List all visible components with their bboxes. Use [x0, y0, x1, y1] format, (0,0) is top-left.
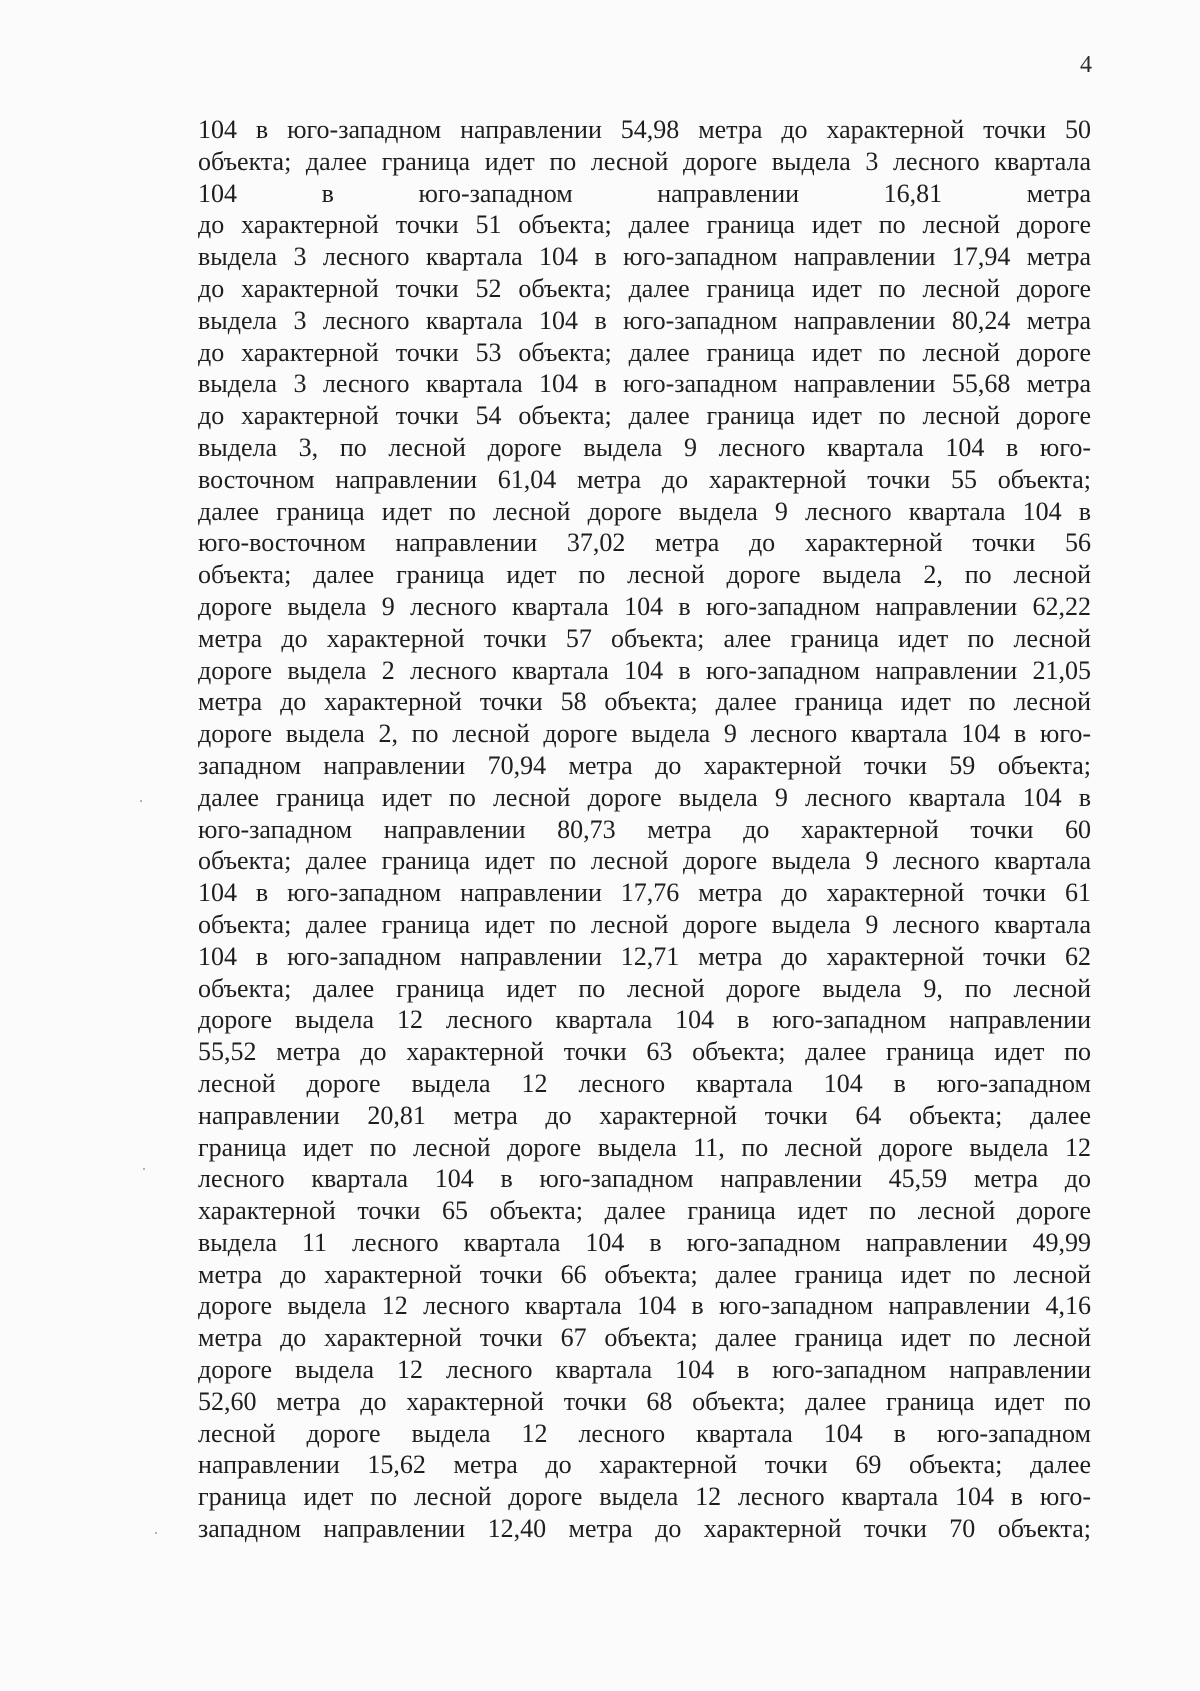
- text-line: 104 в юго-западном направлении 12,71 метра до характерной точки 62: [198, 941, 1091, 971]
- text-line: граница идет по лесной дороге выдела 12 лесного квартала 104 в юго-: [198, 1482, 1091, 1512]
- text-line: лесного квартала 104 в юго-западном направлении 45,59 метра до: [198, 1164, 1091, 1194]
- text-line: граница идет по лесной дороге выдела 11, по лесной дороге выдела 12: [198, 1132, 1091, 1162]
- text-line: дороге выдела 2, по лесной дороге выдела 9 лесного квартала 104 в юго-: [198, 719, 1091, 749]
- text-line: объекта; далее граница идет по лесной дороге выдела 9, по лесной: [198, 973, 1091, 1003]
- text-line: метра до характерной точки 66 объекта; далее граница идет по лесной: [198, 1259, 1091, 1289]
- text-line: характерной точки 65 объекта; далее граница идет по лесной дороге: [198, 1196, 1091, 1226]
- body-text: [198, 114, 1091, 1545]
- text-line: до характерной точки 54 объекта; далее граница идет по лесной дороге: [198, 401, 1091, 431]
- text-line: западном направлении 70,94 метра до характерной точки 59 объекта;: [198, 750, 1091, 780]
- text-line: дороге выдела 9 лесного квартала 104 в юго-западном направлении 62,22: [198, 591, 1091, 621]
- text-line: до характерной точки 53 объекта; далее граница идет по лесной дороге: [198, 337, 1091, 367]
- text-line: выдела 3 лесного квартала 104 в юго-западном направлении 17,94 метра: [198, 242, 1091, 272]
- text-line: дороге выдела 12 лесного квартала 104 в юго-западном направлении 4,16: [198, 1291, 1091, 1321]
- text-line: лесной дороге выдела 12 лесного квартала 104 в юго-западном: [198, 1418, 1091, 1448]
- text-line: 104 в юго-западном направлении 54,98 метра до характерной точки 50: [198, 115, 1091, 144]
- text-line: выдела 3 лесного квартала 104 в юго-западном направлении 80,24 метра: [198, 305, 1091, 335]
- text-line: 52,60 метра до характерной точки 68 объекта; далее граница идет по: [198, 1386, 1091, 1416]
- text-line: до характерной точки 52 объекта; далее граница идет по лесной дороге: [198, 273, 1091, 303]
- text-line: объекта; далее граница идет по лесной дороге выдела 3 лесного квартала: [198, 146, 1091, 176]
- text-line: выдела 3, по лесной дороге выдела 9 лесного квартала 104 в юго-: [198, 432, 1091, 462]
- text-line: 55,52 метра до характерной точки 63 объекта; далее граница идет по: [198, 1037, 1091, 1067]
- page-number: 4: [1080, 52, 1092, 78]
- text-line: выдела 11 лесного квартала 104 в юго-западном направлении 49,99: [198, 1227, 1091, 1257]
- text-line: объекта; далее граница идет по лесной дороге выдела 9 лесного квартала: [198, 909, 1091, 939]
- text-line: направлении 15,62 метра до характерной точки 69 объекта; далее: [198, 1450, 1091, 1480]
- scan-speck: [155, 1532, 157, 1534]
- text-line: дороге выдела 2 лесного квартала 104 в юго-западном направлении 21,05: [198, 655, 1091, 685]
- text-line: 104 в юго-западном направлении 16,81 метра: [198, 178, 1091, 208]
- text-line: далее граница идет по лесной дороге выдела 9 лесного квартала 104 в: [198, 496, 1091, 526]
- scan-speck: [140, 800, 142, 802]
- text-line: выдела 3 лесного квартала 104 в юго-западном направлении 55,68 метра: [198, 369, 1091, 399]
- text-line: юго-западном направлении 80,73 метра до характерной точки 60: [198, 814, 1091, 844]
- text-line: объекта; далее граница идет по лесной дороге выдела 9 лесного квартала: [198, 846, 1091, 876]
- scan-speck: [143, 1168, 145, 1170]
- text-line: далее граница идет по лесной дороге выдела 9 лесного квартала 104 в: [198, 782, 1091, 812]
- text-line: дороге выдела 12 лесного квартала 104 в юго-западном направлении: [198, 1355, 1091, 1385]
- text-line: метра до характерной точки 67 объекта; далее граница идет по лесной: [198, 1323, 1091, 1353]
- text-line: объекта; далее граница идет по лесной дороге выдела 2, по лесной: [198, 560, 1091, 590]
- text-line: западном направлении 12,40 метра до характерной точки 70 объекта;: [198, 1514, 1091, 1544]
- text-line: метра до характерной точки 57 объекта; алее граница идет по лесной: [198, 623, 1091, 653]
- text-line: направлении 20,81 метра до характерной точки 64 объекта; далее: [198, 1100, 1091, 1130]
- text-line: до характерной точки 51 объекта; далее граница идет по лесной дороге: [198, 210, 1091, 240]
- text-line: юго-восточном направлении 37,02 метра до характерной точки 56: [198, 528, 1091, 558]
- text-line: восточном направлении 61,04 метра до характерной точки 55 объекта;: [198, 464, 1091, 494]
- text-line: метра до характерной точки 58 объекта; далее граница идет по лесной: [198, 687, 1091, 717]
- text-line: дороге выдела 12 лесного квартала 104 в юго-западном направлении: [198, 1005, 1091, 1035]
- text-line: лесной дороге выдела 12 лесного квартала 104 в юго-западном: [198, 1068, 1091, 1098]
- text-line: 104 в юго-западном направлении 17,76 метра до характерной точки 61: [198, 878, 1091, 908]
